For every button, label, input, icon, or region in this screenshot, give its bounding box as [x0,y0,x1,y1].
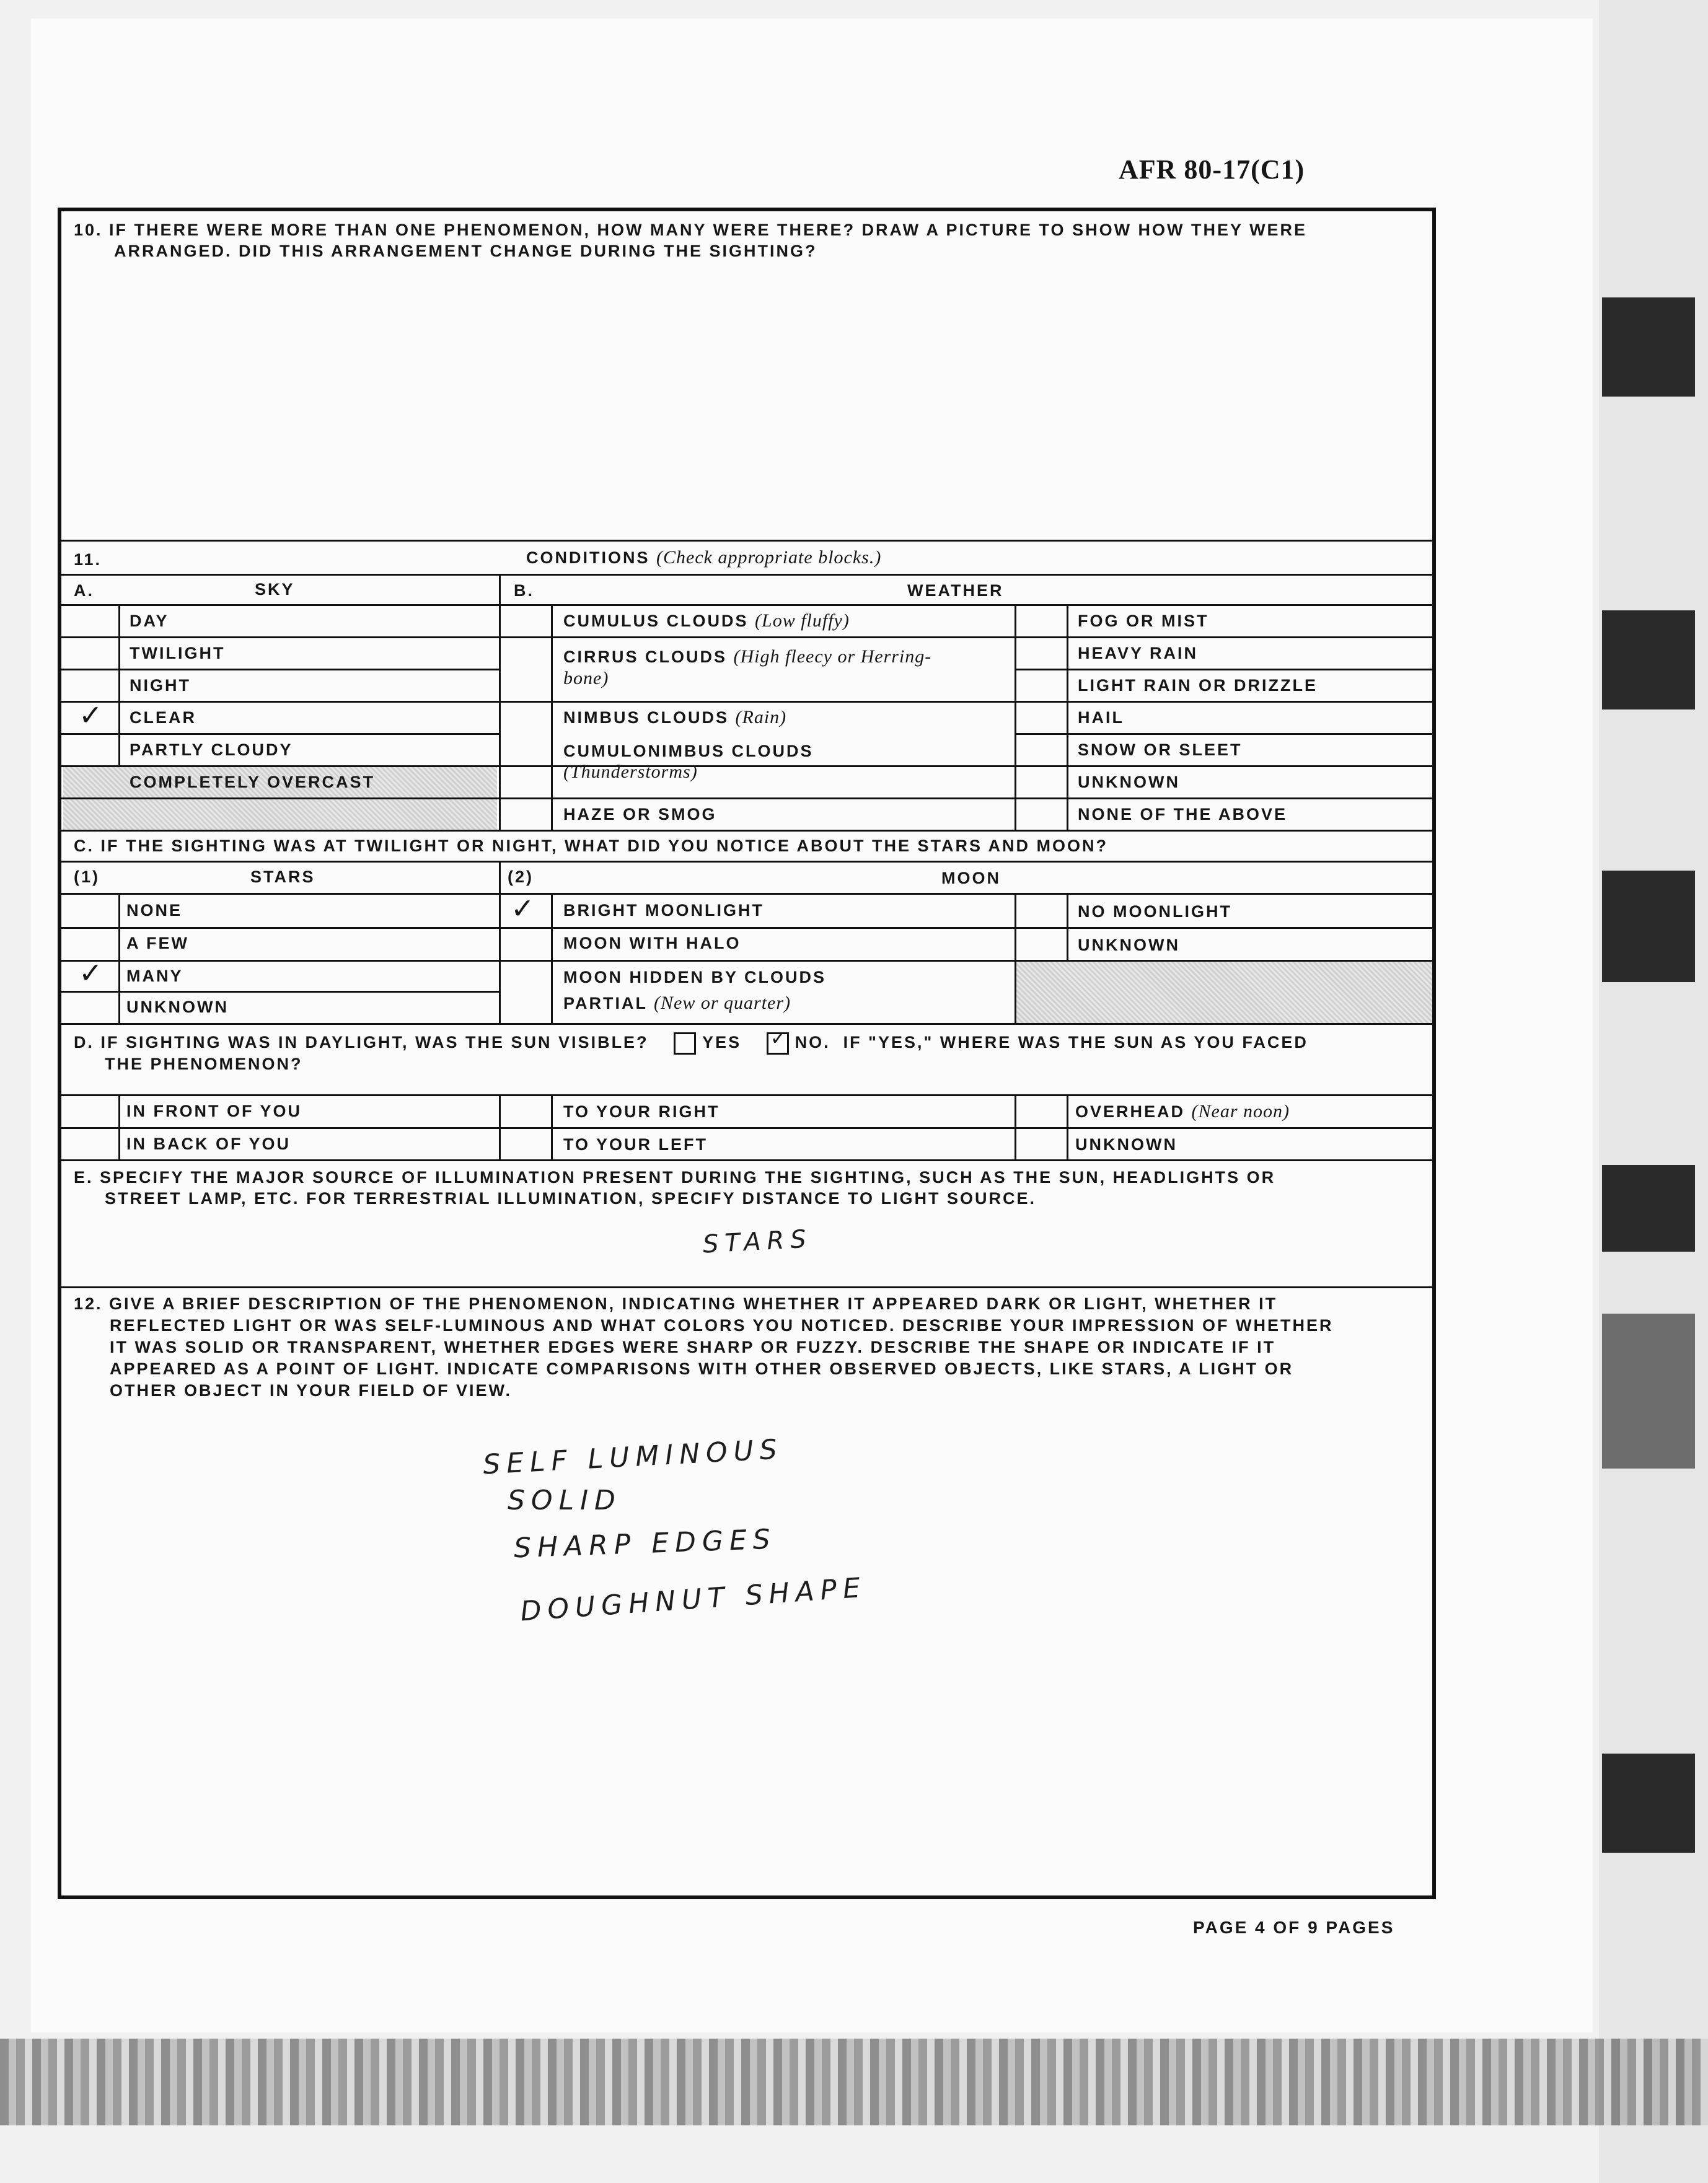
sun-in-back: IN BACK OF YOU [126,1135,291,1153]
moon-bright: BRIGHT MOONLIGHT [563,901,764,920]
weather-unknown: UNKNOWN [1078,773,1180,791]
sky-day: DAY [130,612,169,630]
sun-right: TO YOUR RIGHT [563,1102,720,1121]
weather-cumulonimbus-note: (Thunderstorms) [563,762,698,782]
scan-artifact [1602,1314,1695,1469]
weather-fog: FOG OR MIST [1078,612,1209,630]
q12-line1: 12. GIVE A BRIEF DESCRIPTION OF THE PHENOMENON, INDICATING WHETHER IT APPEARED DARK OR LIGHT, WHETHER IT [74,1294,1278,1313]
sun-in-front: IN FRONT OF YOU [126,1102,302,1120]
sky-partly-cloudy: PARTLY CLOUDY [130,740,293,759]
moon-halo: MOON WITH HALO [563,934,741,952]
illumination-line2: STREET LAMP, ETC. FOR TERRESTRIAL ILLUMINATION, SPECIFY DISTANCE TO LIGHT SOURCE. [105,1189,1037,1208]
q12-line3: IT WAS SOLID OR TRANSPARENT, WHETHER EDGES WERE SHARP OR FUZZY. DESCRIBE THE SHAPE OR INDICATE IF IT [110,1338,1276,1356]
weather-hail: HAIL [1078,708,1124,727]
weather-haze: HAZE OR SMOG [563,805,717,824]
scan-artifact [1602,1754,1695,1853]
illumination-answer: STARS [702,1224,813,1259]
moon-hidden: MOON HIDDEN BY CLOUDS [563,968,827,986]
scan-noise [0,2039,1708,2125]
sky-letter: A. [74,581,94,600]
description-answer-1: SELF LUMINOUS [482,1433,784,1481]
yes-checkbox[interactable] [674,1032,696,1055]
shaded-cell [63,799,497,830]
stars-none: NONE [126,901,183,920]
description-answer-2: SOLID [508,1485,622,1516]
sky-header: SKY [255,580,295,599]
q12-line5: OTHER OBJECT IN YOUR FIELD OF VIEW. [110,1381,513,1400]
stars-number: (1) [74,867,100,886]
scan-artifact [1602,1165,1695,1252]
weather-header: WEATHER [907,581,1004,600]
weather-nimbus: NIMBUS CLOUDS (Rain) [563,707,787,727]
weather-letter: B. [514,581,534,600]
weather-cumulus: CUMULUS CLOUDS (Low fluffy) [563,610,850,631]
weather-none: NONE OF THE ABOVE [1078,805,1288,824]
scan-artifact [1602,871,1695,982]
weather-heavy-rain: HEAVY RAIN [1078,644,1199,662]
night-question: C. IF THE SIGHTING WAS AT TWILIGHT OR NIGHT, WHAT DID YOU NOTICE ABOUT THE STARS AND MOON? [74,837,1108,855]
form-frame [58,208,1436,1899]
description-answer-4: DOUGHNUT SHAPE [519,1571,868,1628]
moon-number: (2) [508,867,534,886]
check-mark-many: ✓ [79,957,103,989]
weather-light-rain: LIGHT RAIN OR DRIZZLE [1078,676,1318,695]
check-mark-bright-moonlight: ✓ [511,892,535,925]
moon-partial: PARTIAL (New or quarter) [563,993,791,1013]
illumination-line1: E. SPECIFY THE MAJOR SOURCE OF ILLUMINATION PRESENT DURING THE SIGHTING, SUCH AS THE SUN, HEADLIGHTS OR [74,1168,1276,1187]
sun-unknown: UNKNOWN [1075,1135,1178,1154]
sun-overhead: OVERHEAD (Near noon) [1075,1101,1290,1122]
day-question-cont: THE PHENOMENON? [105,1055,303,1073]
shaded-cell [1016,962,1432,1023]
no-checkbox[interactable]: ✓ [767,1032,789,1055]
weather-snow: SNOW OR SLEET [1078,740,1243,759]
q12-line4: APPEARED AS A POINT OF LIGHT. INDICATE COMPARISONS WITH OTHER OBSERVED OBJECTS, LIKE STARS, A LIGHT OR [110,1359,1294,1378]
page-number: PAGE 4 OF 9 PAGES [1193,1918,1395,1937]
weather-cirrus-note: bone) [563,668,609,688]
moon-header: MOON [941,869,1001,887]
description-answer-3: SHARP EDGES [513,1523,777,1565]
q10-line2: ARRANGED. DID THIS ARRANGEMENT CHANGE DURING THE SIGHTING? [114,242,817,260]
scan-artifact [1602,610,1695,709]
weather-cumulonimbus: CUMULONIMBUS CLOUDS [563,742,814,760]
day-question: D. IF SIGHTING WAS IN DAYLIGHT, WAS THE SUN VISIBLE? YES ✓ NO. IF "YES," WHERE WAS THE SUN AS YOU FACED [74,1032,1308,1055]
scan-artifact [1602,297,1695,397]
stars-unknown: UNKNOWN [126,998,229,1016]
sky-twilight: TWILIGHT [130,644,226,662]
q10-line1: 10. IF THERE WERE MORE THAN ONE PHENOMENON, HOW MANY WERE THERE? DRAW A PICTURE TO SHOW HOW THEY WERE [74,221,1308,239]
q11-title: CONDITIONS (Check appropriate blocks.) [526,547,882,568]
stars-header: STARS [250,867,315,886]
check-mark-clear: ✓ [79,699,103,731]
moon-unknown: UNKNOWN [1078,936,1180,954]
sky-clear: CLEAR [130,708,196,727]
sun-left: TO YOUR LEFT [563,1135,708,1154]
sky-completely-overcast: COMPLETELY OVERCAST [130,773,376,791]
stars-a-few: A FEW [126,934,189,952]
weather-cirrus: CIRRUS CLOUDS (High fleecy or Herring- [563,646,932,667]
q12-line2: REFLECTED LIGHT OR WAS SELF-LUMINOUS AND WHAT COLORS YOU NOTICED. DESCRIBE YOUR IMPRESSION OF WHETHER [110,1316,1334,1335]
moon-none: NO MOONLIGHT [1078,902,1232,921]
sky-night: NIGHT [130,676,191,695]
stars-many: MANY [126,967,183,985]
q11-number: 11. [74,550,102,569]
form-code: AFR 80-17(C1) [1119,154,1305,185]
